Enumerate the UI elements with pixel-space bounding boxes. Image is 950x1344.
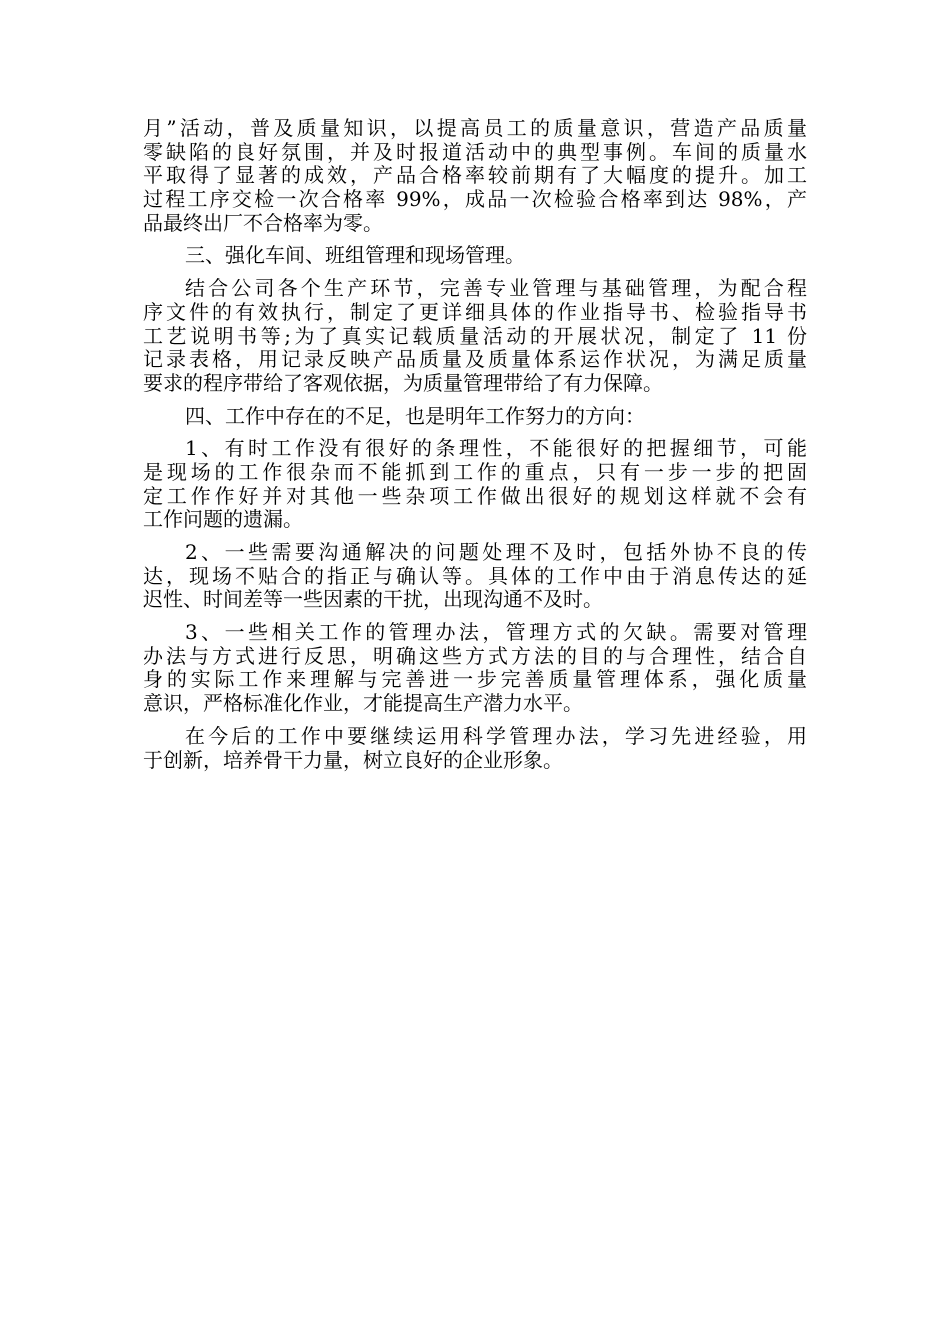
paragraph-shortcoming-1 <box>143 437 807 532</box>
text-line: 迟性、时间差等一些因素的干扰，出现沟通不及时。 <box>143 587 603 612</box>
section-heading-four <box>143 405 807 429</box>
text-line: 定工作作好并对其他一些杂项工作做出很好的规划这样就不会有 <box>143 483 807 508</box>
text-line: 工作问题的遗漏。 <box>143 507 303 532</box>
text-line: 工艺说明书等;为了真实记载质量活动的开展状况，制定了 11 份 <box>143 323 807 348</box>
paragraph-shortcoming-2 <box>143 541 807 612</box>
text-line: 是现场的工作很杂而不能抓到工作的重点，只有一步一步的把固 <box>143 459 807 484</box>
text-line: 2、一些需要沟通解决的问题处理不及时，包括外协不良的传 <box>185 540 807 564</box>
text-line: 品最终出厂不合格率为零。 <box>143 210 383 235</box>
section-heading-three <box>143 244 807 268</box>
text-line: 月”活动，普及质量知识，以提高员工的质量意识，营造产品质量 <box>143 116 807 140</box>
text-line: 身的实际工作来理解与完善进一步完善质量管理体系，强化质量 <box>143 667 807 692</box>
text-line: 过程工序交检一次合格率 99%，成品一次检验合格率到达 98%，产 <box>143 187 807 212</box>
text-line: 1、有时工作没有很好的条理性，不能很好的把握细节，可能 <box>185 436 807 461</box>
paragraph-conclusion <box>143 725 807 772</box>
text-line: 序文件的有效执行，制定了更详细具体的作业指导书、检验指导书 <box>143 299 807 324</box>
text-line: 意识，严格标准化作业，才能提高生产潜力水平。 <box>143 691 583 716</box>
text-line: 结合公司各个生产环节，完善专业管理与基础管理，为配合程 <box>185 276 807 301</box>
text-line: 于创新，培养骨干力量，树立良好的企业形象。 <box>143 747 563 772</box>
paragraph-workshop-management <box>143 277 807 395</box>
paragraph-shortcoming-3 <box>143 621 807 716</box>
document-body <box>143 117 807 781</box>
paragraph-quality-activity <box>143 117 807 235</box>
text-line: 要求的程序带给了客观依据，为质量管理带给了有力保障。 <box>143 370 663 395</box>
text-line: 平取得了显著的成效，产品合格率较前期有了大幅度的提升。加工 <box>143 163 807 188</box>
text-line: 达，现场不贴合的指正与确认等。具体的工作中由于消息传达的延 <box>143 563 807 588</box>
text-line: 记录表格，用记录反映产品质量及质量体系运作状况，为满足质量 <box>143 347 807 372</box>
heading-text: 四、工作中存在的不足，也是明年工作努力的方向： <box>185 403 645 428</box>
text-line: 在今后的工作中要继续运用科学管理办法，学习先进经验，用 <box>185 723 807 748</box>
text-line: 办法与方式进行反思，明确这些方式方法的目的与合理性，结合自 <box>143 643 807 668</box>
text-line: 3、一些相关工作的管理办法，管理方式的欠缺。需要对管理 <box>185 620 807 645</box>
text-line: 零缺陷的良好氛围，并及时报道活动中的典型事例。车间的质量水 <box>143 139 807 164</box>
heading-text: 三、强化车间、班组管理和现场管理。 <box>185 243 525 268</box>
